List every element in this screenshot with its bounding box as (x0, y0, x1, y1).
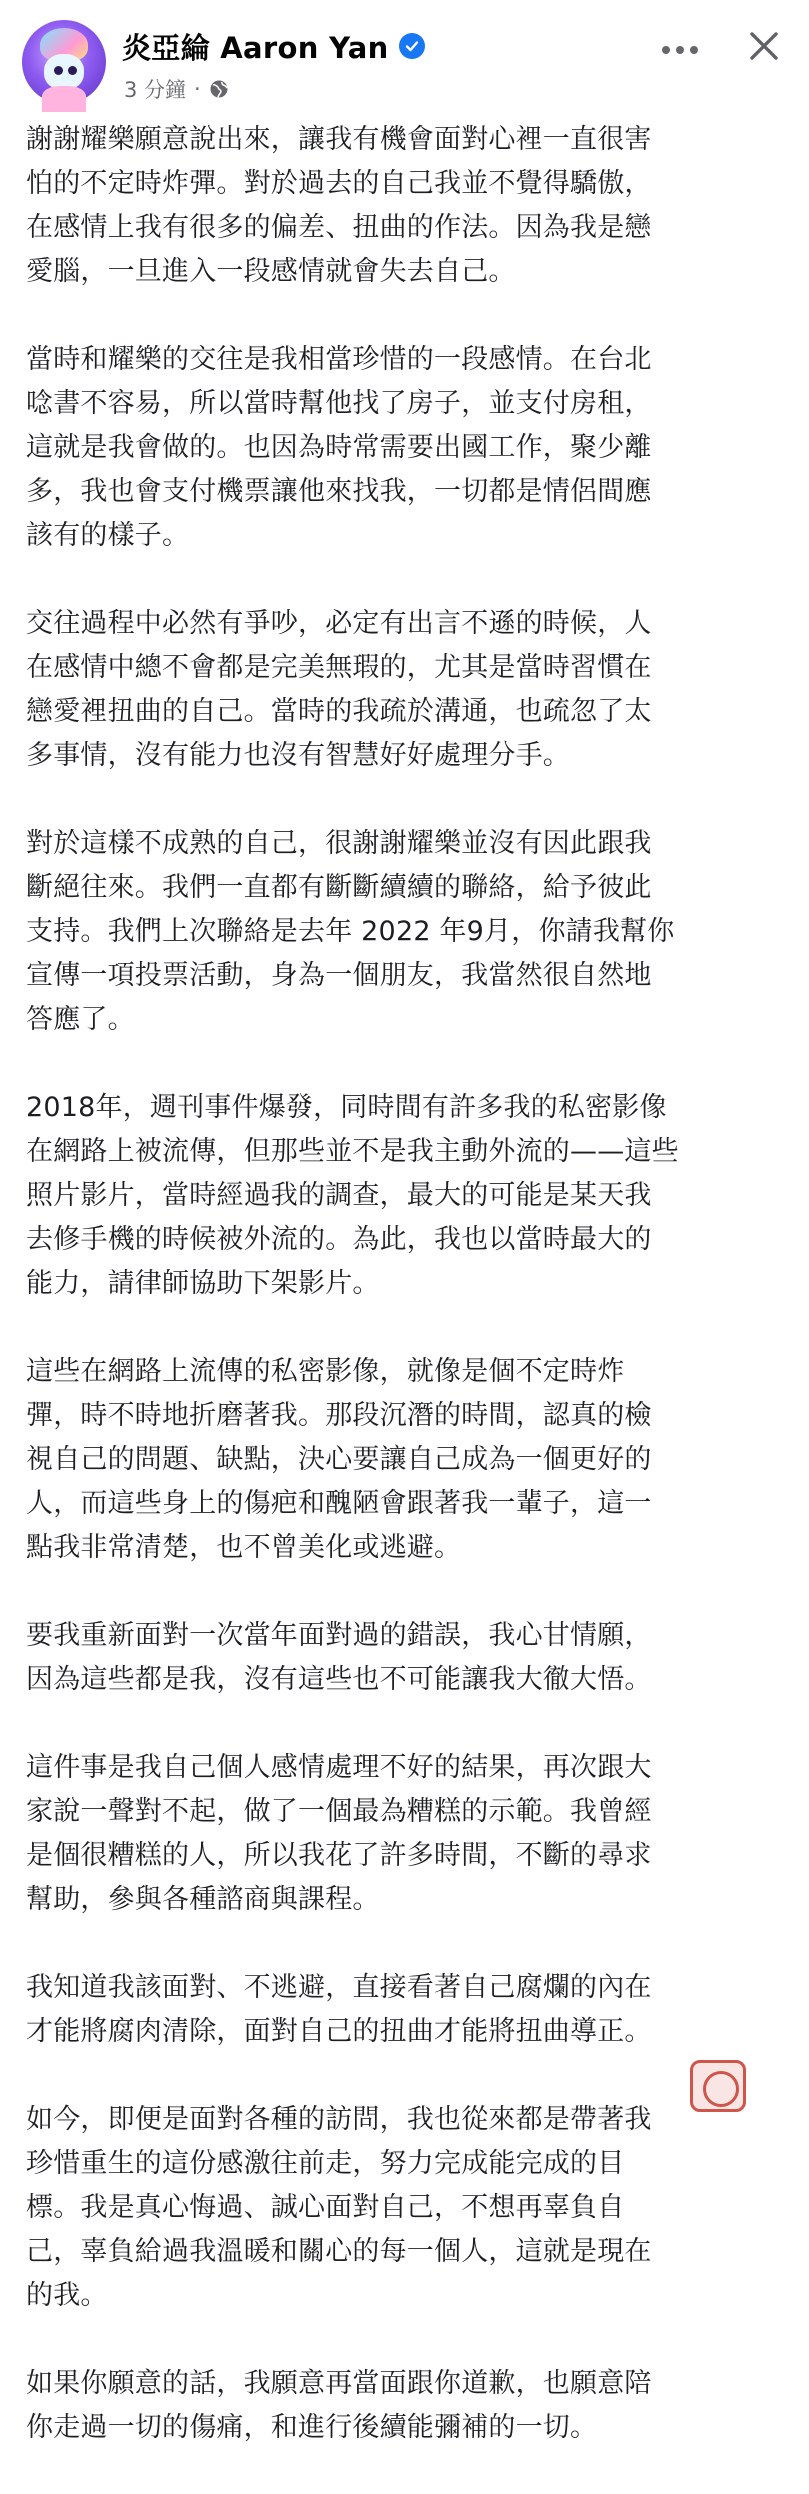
post-paragraph: 這件事是我自己個人感情處理不好的結果，再次跟大 家說一聲對不起，做了一個最為糟糕的示範。我曾經 是個很糟糕的人，所以我花了許多時間，不斷的尋求 幫助，參與各種諮商與課程。 (26, 1752, 652, 1915)
more-options-button[interactable] (654, 32, 706, 68)
more-dot (690, 46, 698, 54)
author-avatar[interactable] (22, 20, 106, 104)
avatar-face (44, 54, 84, 90)
post-header (0, 0, 809, 118)
post-paragraph: 如果你願意的話，我願意再當面跟你道歉，也願意陪 你走過一切的傷痛，和進行後續能彌補的一切。 (26, 2368, 652, 2443)
more-dot (676, 46, 684, 54)
post-meta (124, 74, 229, 104)
close-icon (747, 29, 781, 63)
globe-icon (209, 79, 229, 99)
close-button[interactable] (742, 24, 786, 68)
post-timestamp[interactable]: 3 分鐘 (124, 78, 187, 102)
avatar-body (42, 86, 86, 112)
post-body (26, 118, 786, 2494)
post-paragraph: 這些在網路上流傳的私密影像，就像是個不定時炸 彈，時不時地折磨著我。那段沉潛的時間，認真的檢 視自己的問題、缺點，決心要讓自己成為一個更好的 人，而這些身上的傷疤和醜陋會跟著我一輩子，這一 點我非常清楚，也不曾美化或逃避。 (26, 1356, 652, 1563)
post-paragraph: 謝謝耀樂願意說出來，讓我有機會面對心裡一直很害 怕的不定時炸彈。對於過去的自己我並不覺得驕傲， 在感情上我有很多的偏差、扭曲的作法。因為我是戀 愛腦，一旦進入一段感情就會失去自己。 (26, 124, 652, 287)
post-paragraph: 如今，即便是面對各種的訪問，我也從來都是帶著我 珍惜重生的這份感激往前走，努力完成能完成的目 標。我是真心悔過、誠心面對自己，不想再辜負自 己，辜負給過我溫暖和關心的每一個人，這就是現在 的我。 (26, 2104, 652, 2311)
checkmark-icon (404, 38, 420, 54)
watermark-logo (690, 2060, 746, 2112)
more-horizontal-icon (662, 46, 670, 54)
avatar-eye-left (54, 66, 63, 75)
author-row (122, 24, 425, 68)
post-paragraph: 我知道我該面對、不逃避，直接看著自己腐爛的內在 才能將腐肉清除，面對自己的扭曲才能將扭曲導正。 (26, 1972, 652, 2047)
post-paragraph: 當時和耀樂的交往是我相當珍惜的一段感情。在台北 唸書不容易，所以當時幫他找了房子，並支付房租， 這就是我會做的。也因為時常需要出國工作，聚少離 多，我也會支付機票讓他來找我，一切都是情侶間應 該有的樣子。 (26, 344, 652, 551)
author-name[interactable]: 炎亞綸 Aaron Yan (122, 30, 389, 65)
meta-separator: · (194, 77, 201, 101)
post-paragraph: 交往過程中必然有爭吵，必定有出言不遜的時候，人 在感情中總不會都是完美無瑕的，尤其是當時習慣在 戀愛裡扭曲的自己。當時的我疏於溝通，也疏忽了太 多事情，沒有能力也沒有智慧好好處理分手。 (26, 608, 652, 771)
verified-badge-icon (399, 33, 425, 59)
avatar-eye-right (68, 66, 77, 75)
post-paragraph: 2018年，週刊事件爆發，同時間有許多我的私密影像 在網路上被流傳，但那些並不是我主動外流的——這些 照片影片，當時經過我的調查，最大的可能是某天我 去修手機的時候被外流的。為此，我也以當時最大的 能力，請律師協助下架影片。 (26, 1092, 679, 1299)
post-paragraph: 要我重新面對一次當年面對過的錯誤，我心甘情願， 因為這些都是我，沒有這些也不可能讓我大徹大悟。 (26, 1620, 652, 1695)
post-paragraph: 對於這樣不成熟的自己，很謝謝耀樂並沒有因此跟我 斷絕往來。我們一直都有斷斷續續的聯絡，給予彼此 支持。我們上次聯絡是去年 2022 年9月，你請我幫你 宣傳一項投票活動，身為一個朋友，我當然很自然地 答應了。 (26, 828, 675, 1035)
